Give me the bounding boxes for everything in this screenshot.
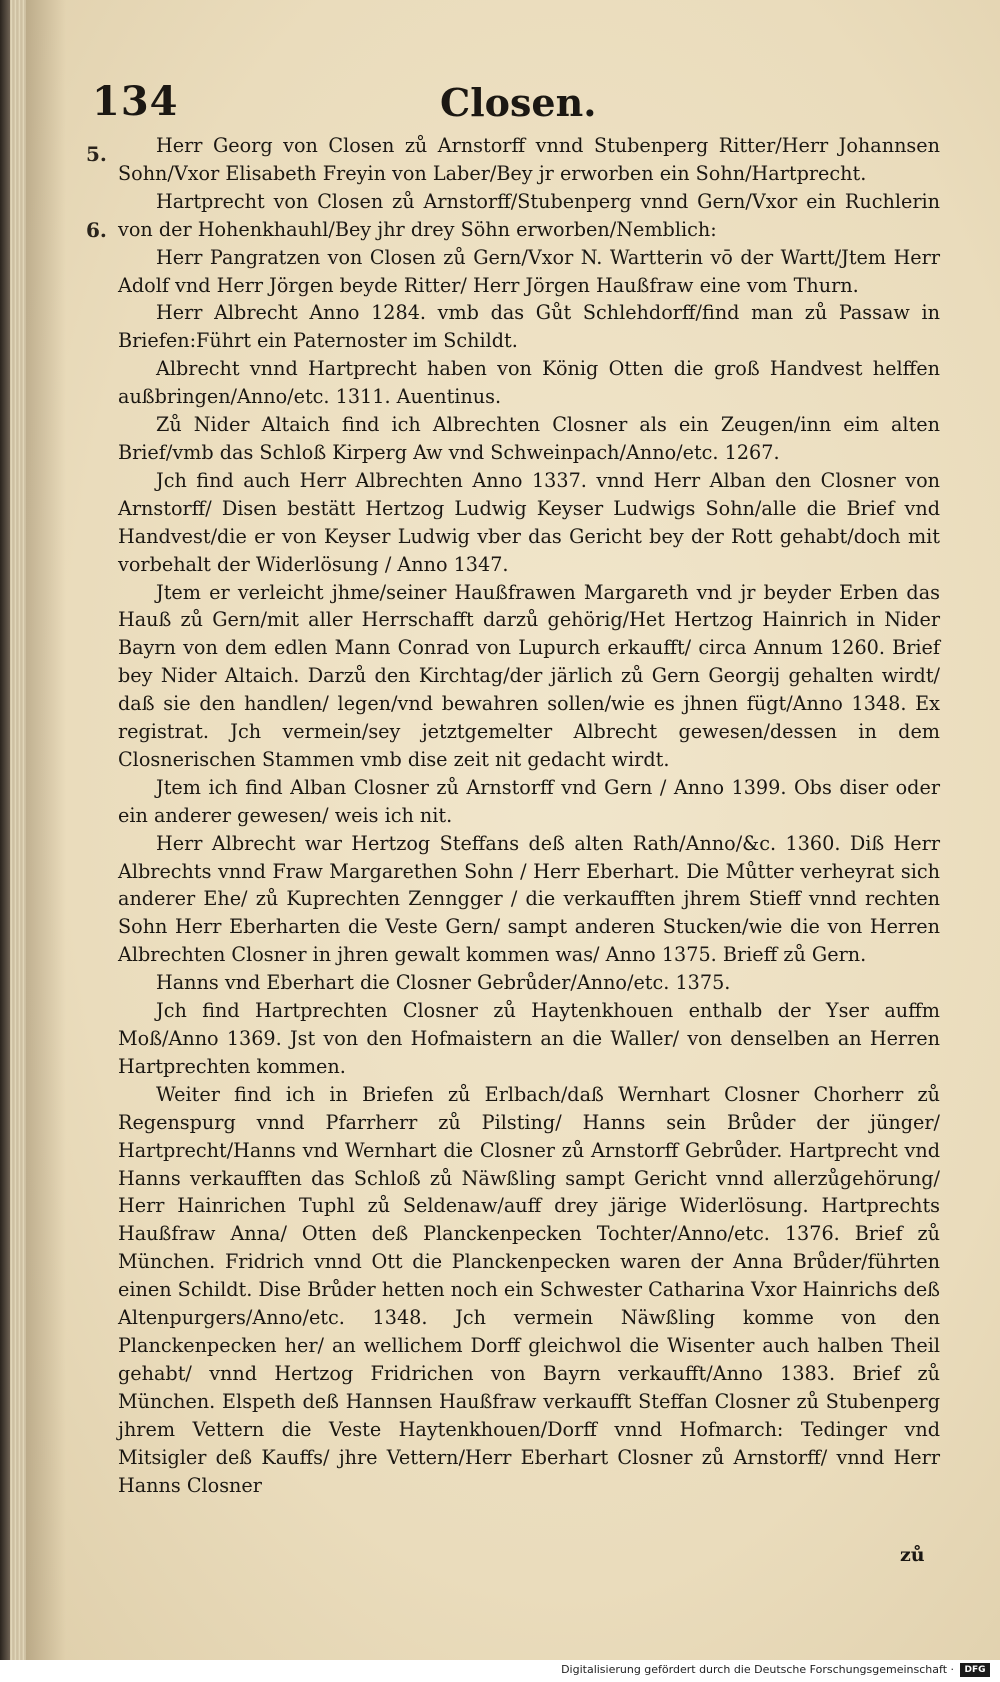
catchword: zů	[900, 1544, 925, 1566]
binding-edge	[0, 0, 10, 1660]
paragraph-erlbach: Weiter find ich in Briefen zů Erlbach/daß Wernhart Closner Chorherr zů Regenspurg vnnd Pfarrherr zů Pilsting/ Hanns sein Brůder der jünger/ Hartprecht/Hanns vnd Wernhart die Closner zů Arnstorff Gebrůder. Hartprecht vnd Hanns verkaufften das Schloß zů Näwßling sampt Gericht vnnd allerzůgehörung/ Herr Hainrichen Tuphl zů Seldenaw/auff drey järige Widerlösung. Hartprechts Haußfraw Anna/ Otten deß Planckenpecken Tochter/Anno/etc. 1376. Brief zů München. Fridrich vnnd Ott die Planckenpecken waren der Anna Brůder/führten einen Schildt. Dise Brůder hetten noch ein Schwester Catharina Vxor Hainrichs deß Altenpurgers/Anno/etc. 1348. Jch vermein Näwßling komme von den Planckenpecken her/ an wellichem Dorff gleichwol die Wisenter auch halben Theil gehabt/ vnnd Hertzog Fridrichen von Bayrn verkaufft/Anno 1383. Brief zů München. Elspeth deß Hannsen Haußfraw verkaufft Steffan Closner zů Stubenperg jhrem Vettern die Veste Haytenkhouen/Dorff vnnd Hofmarch: Tedinger vnd Mitsigler deß Kauffs/ jhre Vettern/Herr Eberhart Closner zů Arnstorff/ vnnd Herr Hanns Closner	[118, 1082, 940, 1497]
paragraph-pangratzen: Herr Pangratzen von Closen zů Gern/Vxor N. Wartterin vō der Wartt/Jtem Herr Adolf vnd Herr Jörgen beyde Ritter/ Herr Jörgen Haußfraw eine vom Thurn.	[118, 245, 940, 297]
body-text	[118, 132, 940, 1499]
paragraph-alban-1337: Jch find auch Herr Albrechten Anno 1337. vnnd Herr Alban den Closner von Arnstorff/ Disen bestätt Hertzog Ludwig Keyser Ludwigs Sohn/alle die Brief vnd Handvest/die er von Keyser Ludwig vber das Gericht bey der Rott gehabt/doch mit vorbehalt der Widerlösung / Anno 1347.	[118, 468, 940, 576]
gutter-shadow	[26, 0, 66, 1660]
page-stack-edge	[10, 0, 26, 1660]
digitization-footer	[0, 1660, 1000, 1682]
paragraph-alban-1399: Jtem ich find Alban Closner zů Arnstorff vnd Gern / Anno 1399. Obs diser oder ein anderer gewesen/ weis ich nit.	[118, 775, 940, 827]
paragraph-hanns-eberhart: Hanns vnd Eberhart die Closner Gebrůder/Anno/etc. 1375.	[156, 971, 731, 995]
paragraph-albrecht-1284: Herr Albrecht Anno 1284. vmb das Gůt Schlehdorff/find man zů Passaw in Briefen:Führt ein Paternoster im Schildt.	[118, 301, 940, 353]
paragraph-albrecht-hartprecht: Albrecht vnnd Hartprecht haben von König Otten die groß Handvest helffen außbringen/Anno/etc. 1311. Auentinus.	[118, 357, 940, 409]
running-head: Closen.	[440, 80, 597, 125]
paragraph-hartprecht: Hartprecht von Closen zů Arnstorff/Stubenperg vnnd Gern/Vxor ein Ruchlerin von der Hohenkhauhl/Bey jhr drey Söhn erworben/Nemblich:	[118, 189, 940, 241]
margin-note-generation-6: 6.	[86, 218, 107, 242]
dfg-logo-icon: DFG	[960, 1663, 990, 1677]
paragraph-haytenkhouen: Jch find Hartprechten Closner zů Haytenkhouen enthalb der Yser auffm Moß/Anno 1369. Jst von den Hofmaistern an die Waller/ von denselben an Herren Hartprechten kommen.	[118, 999, 940, 1078]
paragraph-georg: Herr Georg von Closen zů Arnstorff vnnd Stubenperg Ritter/Herr Johannsen Sohn/Vxor Elisabeth Freyin von Laber/Bey jr erworben ein Sohn/Hartprecht.	[118, 134, 940, 185]
paragraph-nider-altaich: Zů Nider Altaich find ich Albrechten Closner als ein Zeugen/inn eim alten Brief/vmb das Schloß Kirperg Aw vnd Schweinpach/Anno/etc. 1267.	[118, 413, 940, 464]
page-number: 134	[92, 78, 179, 125]
margin-note-generation-5: 5.	[86, 142, 107, 166]
paragraph-albrecht-1360: Herr Albrecht war Hertzog Steffans deß alten Rath/Anno/&c. 1360. Diß Herr Albrechts vnnd Fraw Margarethen Sohn / Herr Eberhart. Die Můtter verheyrat sich anderer Ehe/ zů Kuprechten Zenngger / die verkaufften jhrem Stieff vnnd rechten Sohn Herr Eberharten die Veste Gern/ sampt anderen Stucken/wie die von Herren Albrechten Closner in jhren gewalt kommen was/ Anno 1375. Brieff zů Gern.	[118, 831, 940, 967]
funding-credit: Digitalisierung gefördert durch die Deutsche Forschungsgemeinschaft ·	[561, 1663, 954, 1676]
paragraph-gern-1348: Jtem er verleicht jhme/seiner Haußfrawen Margareth vnd jr beyder Erben das Hauß zů Gern/mit aller Herrschafft darzů gehörig/Het Hertzog Hainrich in Nider Bayrn von dem edlen Mann Conrad von Lupurch erkaufft/ circa Annum 1260. Brief bey Nider Altaich. Darzů den Kirchtag/der järlich zů Gern Georgij gehalten wirdt/ daß sie den handlen/ legen/vnd bewahren sollen/wie es jhnen fügt/Anno 1348. Ex registrat. Jch vermein/sey jetztgemelter Albrecht gewesen/dessen in dem Closnerischen Stammen vmb dise zeit nit gedacht wirdt.	[118, 580, 940, 771]
